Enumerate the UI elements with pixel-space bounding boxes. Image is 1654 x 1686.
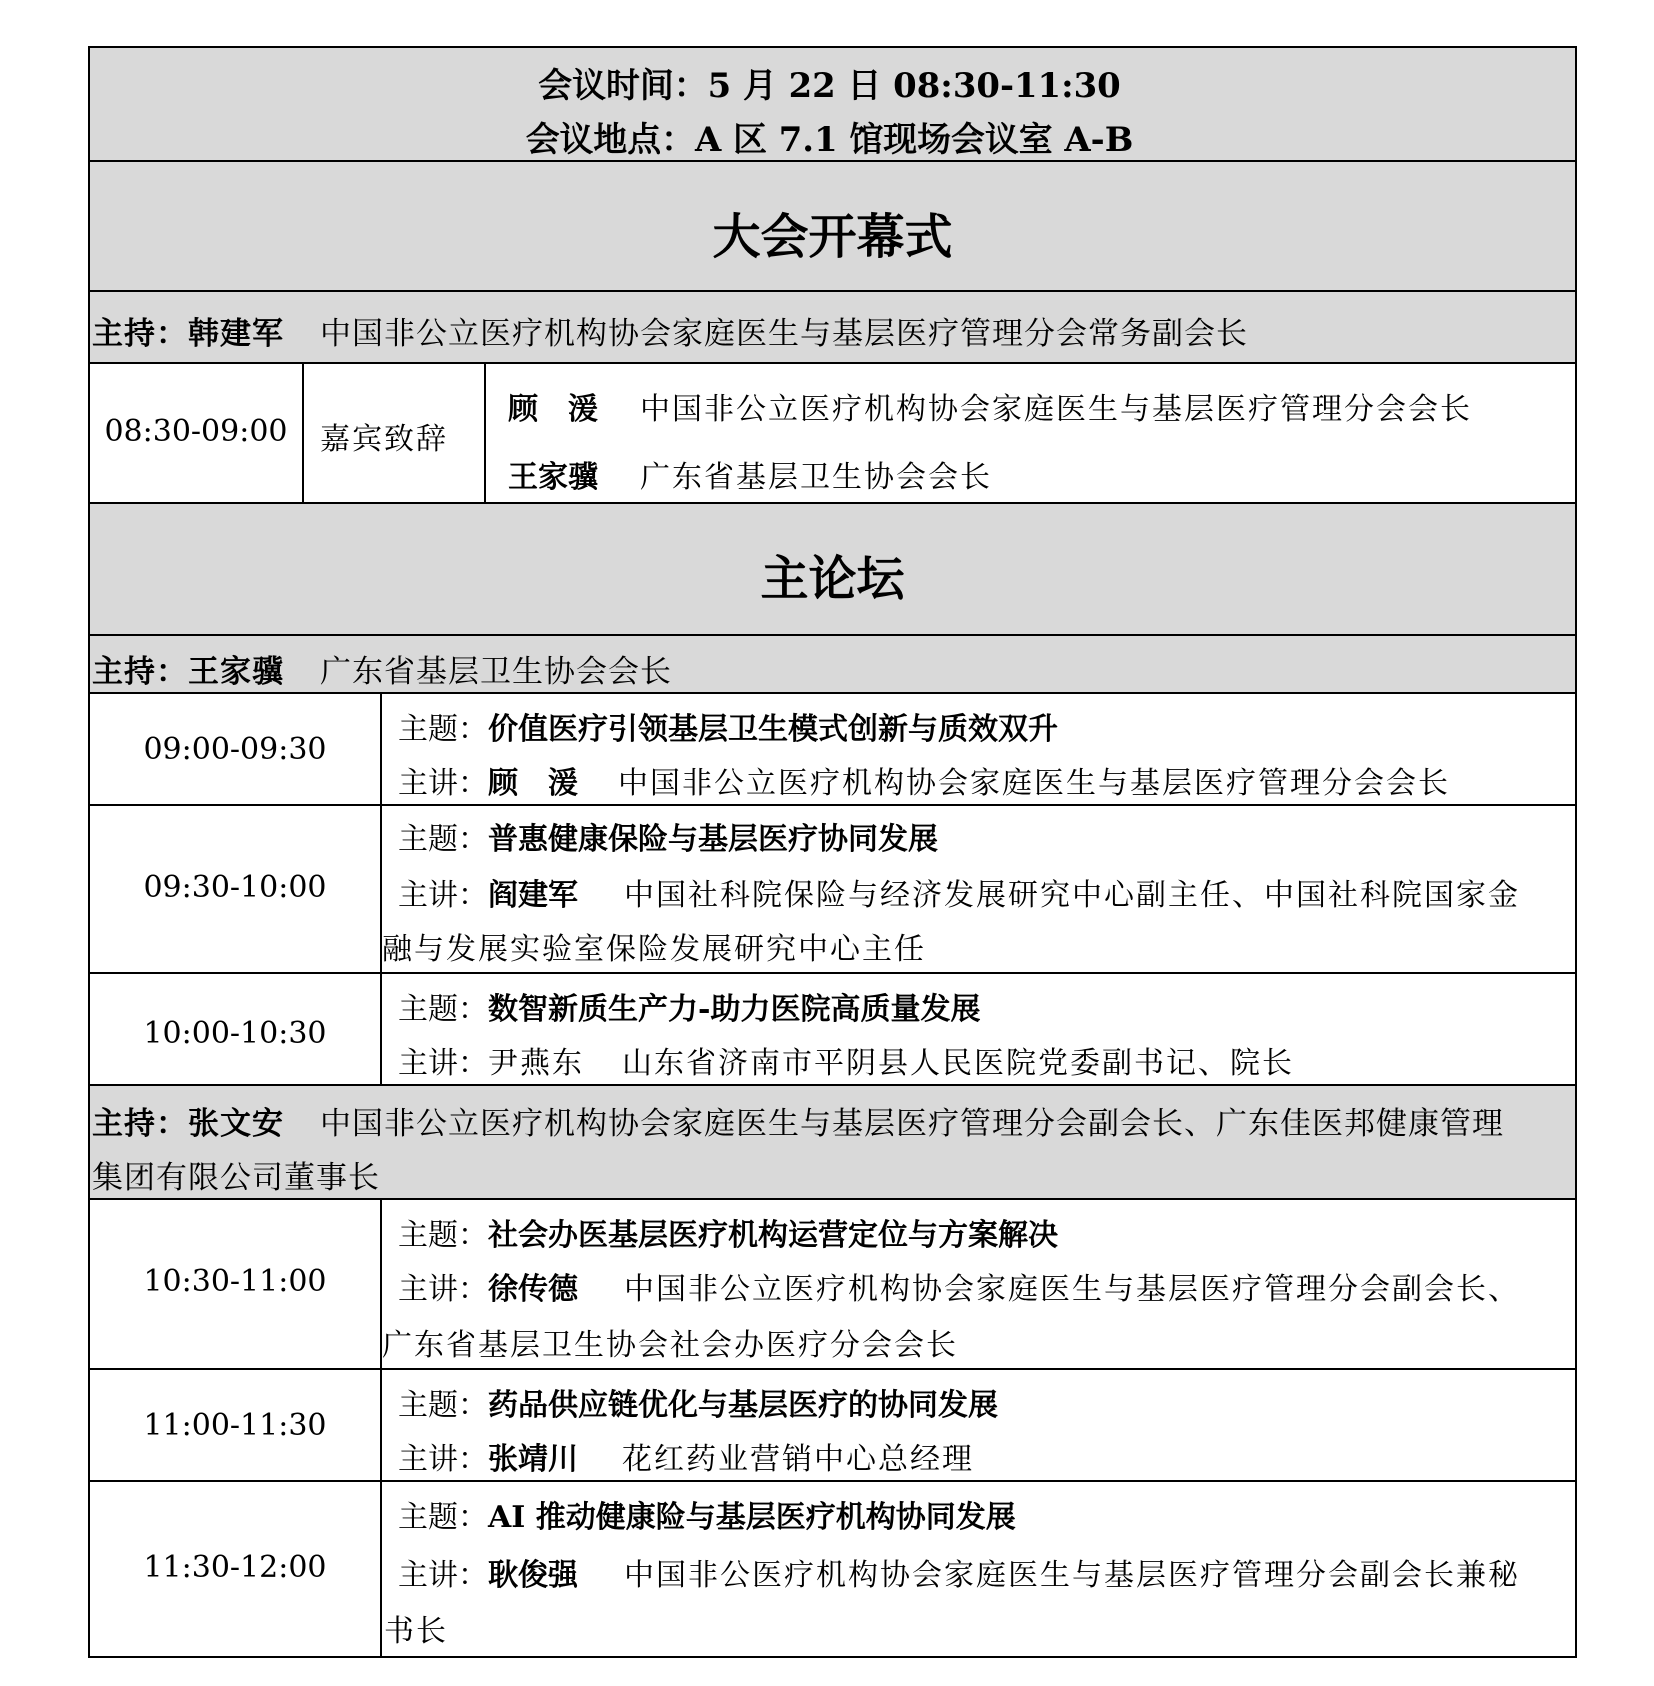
session-time: 09:30-10:00 <box>143 870 327 905</box>
speaker-name: 顾 湲 <box>508 392 598 427</box>
host-name: 张文安 <box>188 1106 284 1142</box>
forum-session-row <box>88 1480 1577 1658</box>
speaker-label: 主讲： <box>398 1272 488 1307</box>
session-detail-cell <box>380 1370 1575 1480</box>
speaker-name: 王家骥 <box>508 460 598 495</box>
session-time-cell <box>90 694 380 804</box>
session-time: 10:30-11:00 <box>143 1264 327 1299</box>
session-label: 嘉宾致辞 <box>320 422 448 457</box>
speaker-title: 中国社科院保险与经济发展研究中心副主任、中国社科院国家金 <box>624 878 1520 913</box>
topic-text: 普惠健康保险与基层医疗协同发展 <box>488 822 938 857</box>
session-detail-cell <box>380 1482 1575 1656</box>
session-time-cell <box>90 806 380 972</box>
forum-session-row <box>88 1198 1577 1368</box>
topic-line <box>398 1380 998 1424</box>
session-detail-cell <box>380 974 1575 1084</box>
speaker-title: 花红药业营销中心总经理 <box>622 1442 974 1477</box>
speaker-line <box>508 452 992 496</box>
session-time-cell <box>90 1200 380 1368</box>
session-time: 10:00-10:30 <box>143 1016 327 1051</box>
speaker-title-continued: 书长 <box>384 1614 448 1649</box>
session-time-cell <box>90 1370 380 1480</box>
host-title: 广东省基层卫生协会会长 <box>320 654 672 690</box>
topic-line <box>398 704 1058 748</box>
opening-host-row <box>88 290 1577 362</box>
topic-line <box>398 984 980 1028</box>
forum-session-row <box>88 804 1577 972</box>
speaker-title: 广东省基层卫生协会会长 <box>640 460 992 495</box>
meeting-venue: 会议地点：A 区 7.1 馆现场会议室 A-B <box>525 120 1134 160</box>
speaker-name: 顾 湲 <box>488 766 578 801</box>
host-label: 主持： <box>92 316 188 352</box>
speaker-label: 主讲： <box>398 878 488 913</box>
speaker-title: 中国非公立医疗机构协会家庭医生与基层医疗管理分会会长 <box>640 392 1472 427</box>
session-label-cell <box>302 364 484 502</box>
forum-session-row <box>88 972 1577 1084</box>
speaker-line <box>398 1434 974 1478</box>
meeting-time: 会议时间：5 月 22 日 08:30-11:30 <box>538 66 1121 106</box>
host-label: 主持： <box>92 654 188 690</box>
topic-label: 主题： <box>398 712 488 747</box>
session-time-cell <box>90 974 380 1084</box>
speaker-label: 主讲： <box>398 766 488 801</box>
meeting-info-header <box>88 46 1577 160</box>
speaker-line <box>398 870 1520 914</box>
topic-label: 主题： <box>398 822 488 857</box>
forum-host-row <box>88 634 1577 692</box>
session-speakers-cell <box>484 364 1575 502</box>
topic-text: 价值医疗引领基层卫生模式创新与质效双升 <box>488 712 1058 747</box>
forum-host-title-continued: 集团有限公司董事长 <box>92 1160 380 1196</box>
speaker-title-continued: 融与发展实验室保险发展研究中心主任 <box>382 932 926 967</box>
forum-host <box>92 646 672 691</box>
host-name: 王家骥 <box>188 654 284 690</box>
speaker-name: 阎建军 <box>488 878 578 913</box>
speaker-title: 山东省济南市平阴县人民医院党委副书记、院长 <box>622 1046 1294 1081</box>
opening-title: 大会开幕式 <box>712 209 953 265</box>
speaker-label: 主讲： <box>398 1442 488 1477</box>
host-title: 中国非公立医疗机构协会家庭医生与基层医疗管理分会副会长、广东佳医邦健康管理 <box>320 1106 1504 1142</box>
topic-line <box>398 814 938 858</box>
session-detail-cell <box>380 694 1575 804</box>
speaker-line <box>398 1264 1520 1308</box>
session-time: 11:30-12:00 <box>143 1550 327 1585</box>
session-time: 08:30-09:00 <box>104 414 288 449</box>
opening-host <box>92 308 1248 353</box>
forum-title: 主论坛 <box>760 551 905 607</box>
session-time: 09:00-09:30 <box>143 732 327 767</box>
topic-text: 社会办医基层医疗机构运营定位与方案解决 <box>488 1218 1058 1253</box>
speaker-name: 尹燕东 <box>488 1046 584 1081</box>
speaker-line <box>508 384 1472 428</box>
speaker-name: 张靖川 <box>488 1442 578 1477</box>
speaker-title: 中国非公立医疗机构协会家庭医生与基层医疗管理分会会长 <box>618 766 1450 801</box>
forum-session-row <box>88 1368 1577 1480</box>
host-title: 中国非公立医疗机构协会家庭医生与基层医疗管理分会常务副会长 <box>320 316 1248 352</box>
topic-text: AI 推动健康险与基层医疗机构协同发展 <box>488 1500 1016 1535</box>
topic-label: 主题： <box>398 1500 488 1535</box>
topic-label: 主题： <box>398 1388 488 1423</box>
speaker-title-continued: 广东省基层卫生协会社会办医疗分会会长 <box>382 1328 958 1363</box>
forum-section-header <box>88 502 1577 634</box>
speaker-line <box>398 1550 1520 1594</box>
session-detail-cell <box>380 806 1575 972</box>
speaker-line <box>398 1038 1294 1082</box>
forum-host-row <box>88 1084 1577 1198</box>
speaker-name: 徐传德 <box>488 1272 578 1307</box>
host-name: 韩建军 <box>188 316 284 352</box>
topic-text: 药品供应链优化与基层医疗的协同发展 <box>488 1388 998 1423</box>
topic-text: 数智新质生产力-助力医院高质量发展 <box>488 992 981 1027</box>
agenda-table <box>88 46 1577 1660</box>
speaker-name: 耿俊强 <box>488 1558 578 1593</box>
host-label: 主持： <box>92 1106 188 1142</box>
session-time: 11:00-11:30 <box>143 1408 327 1443</box>
session-detail-cell <box>380 1200 1575 1368</box>
forum-session-row <box>88 692 1577 804</box>
topic-line <box>398 1492 1016 1536</box>
speaker-title: 中国非公医疗机构协会家庭医生与基层医疗管理分会副会长兼秘 <box>624 1558 1520 1593</box>
forum-host <box>92 1098 1504 1143</box>
speaker-label: 主讲： <box>398 1046 488 1081</box>
topic-line <box>398 1210 1058 1254</box>
topic-label: 主题： <box>398 992 488 1027</box>
topic-label: 主题： <box>398 1218 488 1253</box>
opening-section-header <box>88 160 1577 290</box>
session-time-cell <box>90 1482 380 1656</box>
speaker-line <box>398 758 1450 802</box>
session-time-cell <box>90 364 302 502</box>
speaker-title: 中国非公立医疗机构协会家庭医生与基层医疗管理分会副会长、 <box>624 1272 1520 1307</box>
opening-session-row <box>88 362 1577 502</box>
speaker-label: 主讲： <box>398 1558 488 1593</box>
